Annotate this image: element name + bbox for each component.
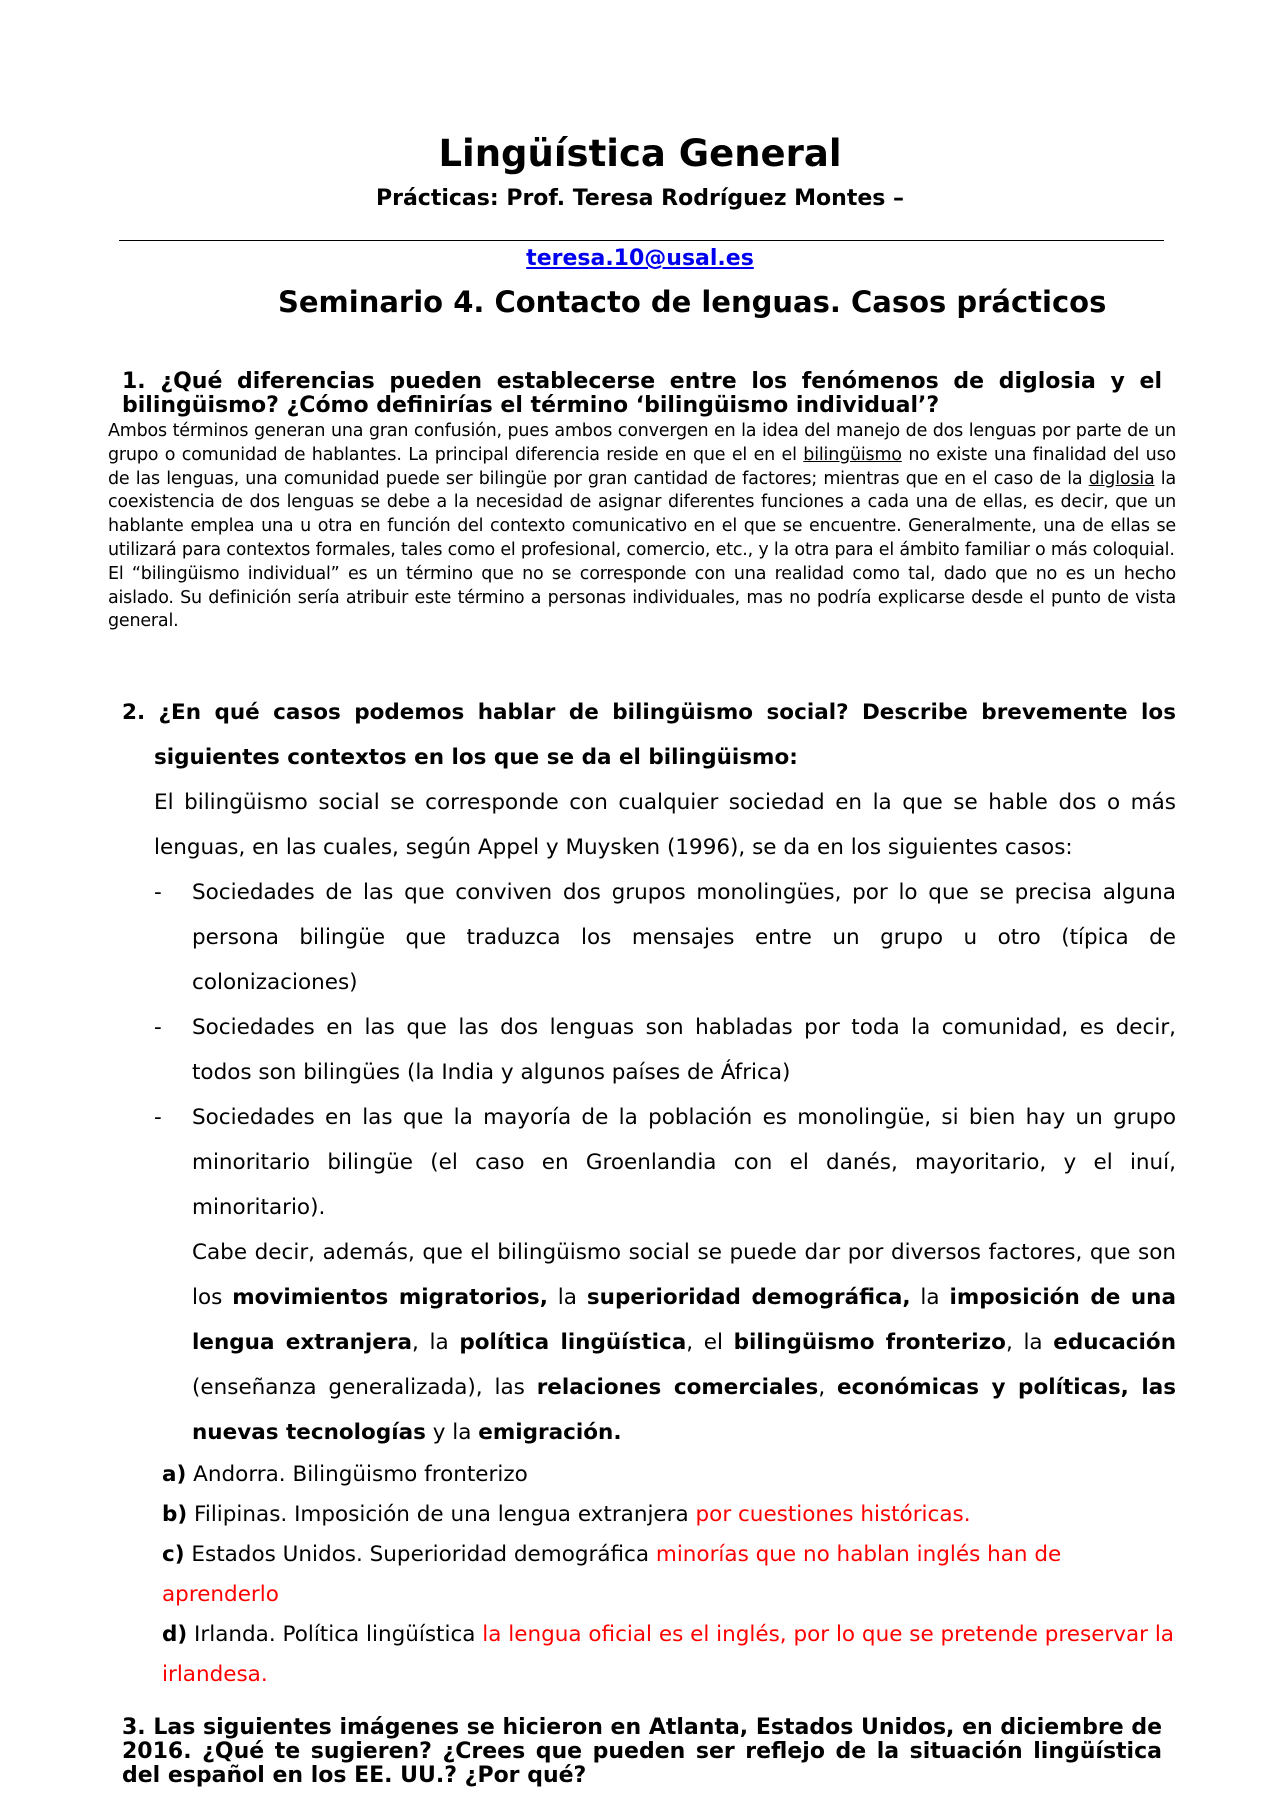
- answer-1-paragraph-2: El “bilingüismo individual” es un término que no se corresponde con una realidad como tal, dado que no es un hecho aislado. Su definición sería atribuir este término a personas individuales, mas no podría explicarse desde el punto de vista general.: [108, 563, 1176, 632]
- text: , la: [412, 1330, 460, 1355]
- option-text: Andorra. Bilingüismo fronterizo: [186, 1462, 528, 1487]
- option-note: por cuestiones históricas.: [695, 1502, 971, 1527]
- text: (enseñanza generalizada), las: [192, 1375, 537, 1400]
- option-letter: c): [162, 1542, 185, 1567]
- text: y la: [425, 1420, 479, 1445]
- question-3: 3. Las siguientes imágenes se hicieron en Atlanta, Estados Unidos, en diciembre de 2016. ¿Qué te sugieren? ¿Crees que pueden ser reflejo de la situación lingüística del español en los EE. UU.? ¿Por qué?: [122, 1715, 1162, 1788]
- text: no existe una finalidad del uso de las lenguas, una comunidad puede ser bilingüe por gran cantidad de factores; mientras que en el caso de la: [108, 444, 1176, 489]
- text: ,: [818, 1375, 838, 1400]
- answer-1-paragraph-1: [108, 420, 1176, 563]
- underlined-term: bilingüismo: [803, 444, 902, 465]
- option-letter: d): [162, 1622, 188, 1647]
- seminar-heading: Seminario 4. Contacto de lenguas. Casos prácticos: [278, 285, 1107, 319]
- header-divider: [119, 240, 1164, 241]
- bold-term: relaciones comerciales: [536, 1375, 819, 1400]
- bold-term: superioridad demográfica,: [586, 1285, 911, 1310]
- bold-term: económicas y políticas, las nuevas tecnologías: [192, 1375, 1176, 1445]
- bold-term: movimientos migratorios,: [232, 1285, 548, 1310]
- option-c: [162, 1535, 1176, 1615]
- answer-1: [108, 420, 1176, 634]
- option-d: [162, 1615, 1176, 1695]
- option-note: la lengua oficial es el inglés, por lo que se pretende preservar la irlandesa.: [162, 1622, 1174, 1687]
- document-title: Lingüística General: [438, 132, 842, 175]
- list-item: - Sociedades en las que la mayoría de la población es monolingüe, si bien hay un grupo minoritario bilingüe (el caso en Groenlandia con el danés, mayoritario, y el inuí, minoritario).: [122, 1095, 1176, 1230]
- text: la: [547, 1285, 587, 1310]
- list-item-text: Sociedades de las que conviven dos grupos monolingües, por lo que se precisa alguna persona bilingüe que traduzca los mensajes entre un grupo u otro (típica de colonizaciones): [192, 880, 1176, 995]
- option-letter: b): [162, 1502, 188, 1527]
- question-1: 1. ¿Qué diferencias pueden establecerse entre los fenómenos de diglosia y el bilingüismo? ¿Cómo definirías el término ‘bilingüismo individual’?: [122, 369, 1162, 418]
- text: , la: [1005, 1330, 1054, 1355]
- email-line: [0, 246, 1280, 271]
- list-item: - Sociedades en las que las dos lenguas son habladas por toda la comunidad, es decir, todos son bilingües (la India y algunos países de África): [122, 1005, 1176, 1095]
- factors-paragraph: [122, 1230, 1176, 1455]
- bold-term: emigración.: [478, 1420, 622, 1445]
- bold-term: imposición de una lengua extranjera: [192, 1285, 1176, 1355]
- text: Ambos términos generan una gran confusión, pues ambos convergen en la idea del manejo de dos lenguas por parte de un grupo o comunidad de hablantes. La principal diferencia reside en que el en el: [108, 421, 1176, 465]
- option-text: Estados Unidos. Superioridad demográfica: [184, 1542, 656, 1567]
- text: Cabe decir, además, que el bilingüismo social se puede dar por diversos factores, que son los: [192, 1240, 1176, 1310]
- underlined-term: diglosia: [1088, 468, 1155, 489]
- question-2: 2. ¿En qué casos podemos hablar de bilingüismo social? Describe brevemente los siguientes contextos en los que se da el bilingüismo:: [122, 700, 1176, 770]
- option-letter: a): [162, 1462, 187, 1487]
- list-item-text: Sociedades en las que las dos lenguas son habladas por toda la comunidad, es decir, todos son bilingües (la India y algunos países de África): [192, 1015, 1176, 1085]
- option-text: Filipinas. Imposición de una lengua extranjera: [187, 1502, 696, 1527]
- bold-term: educación: [1053, 1330, 1177, 1355]
- answer-2-intro: El bilingüismo social se corresponde con cualquier sociedad en la que se hable dos o más lenguas, en las cuales, según Appel y Muysken (1996), se da en los siguientes casos:: [154, 790, 1176, 860]
- document-subtitle: Prácticas: Prof. Teresa Rodríguez Montes –: [375, 186, 905, 211]
- text: la: [910, 1285, 950, 1310]
- case-options: [122, 1455, 1176, 1695]
- text: , el: [686, 1330, 734, 1355]
- option-b: [162, 1495, 1176, 1535]
- bold-term: política lingüística: [459, 1330, 687, 1355]
- option-text: Irlanda. Política lingüística: [187, 1622, 483, 1647]
- option-a: [162, 1455, 1176, 1495]
- question-2-section: [122, 690, 1176, 1695]
- email-link[interactable]: teresa.10@usal.es: [526, 246, 754, 271]
- text: la coexistencia de dos lenguas se debe a la necesidad de asignar diferentes funciones a cada una de ellas, es decir, que un hablante emplea una u otra en función del contexto comunicativo en el que se encuentre. Generalmente, una de ellas se utilizará para contextos formales, tales como el profesional, comercio, etc., y la otra para el ámbito familiar o más coloquial.: [108, 468, 1176, 560]
- list-item: - Sociedades de las que conviven dos grupos monolingües, por lo que se precisa alguna persona bilingüe que traduzca los mensajes entre un grupo u otro (típica de colonizaciones): [122, 870, 1176, 1005]
- bold-term: bilingüismo fronterizo: [733, 1330, 1006, 1355]
- option-note: minorías que no hablan inglés han de aprenderlo: [162, 1542, 1062, 1607]
- list-item-text: Sociedades en las que la mayoría de la población es monolingüe, si bien hay un grupo minoritario bilingüe (el caso en Groenlandia con el danés, mayoritario, y el inuí, minoritario).: [192, 1105, 1176, 1220]
